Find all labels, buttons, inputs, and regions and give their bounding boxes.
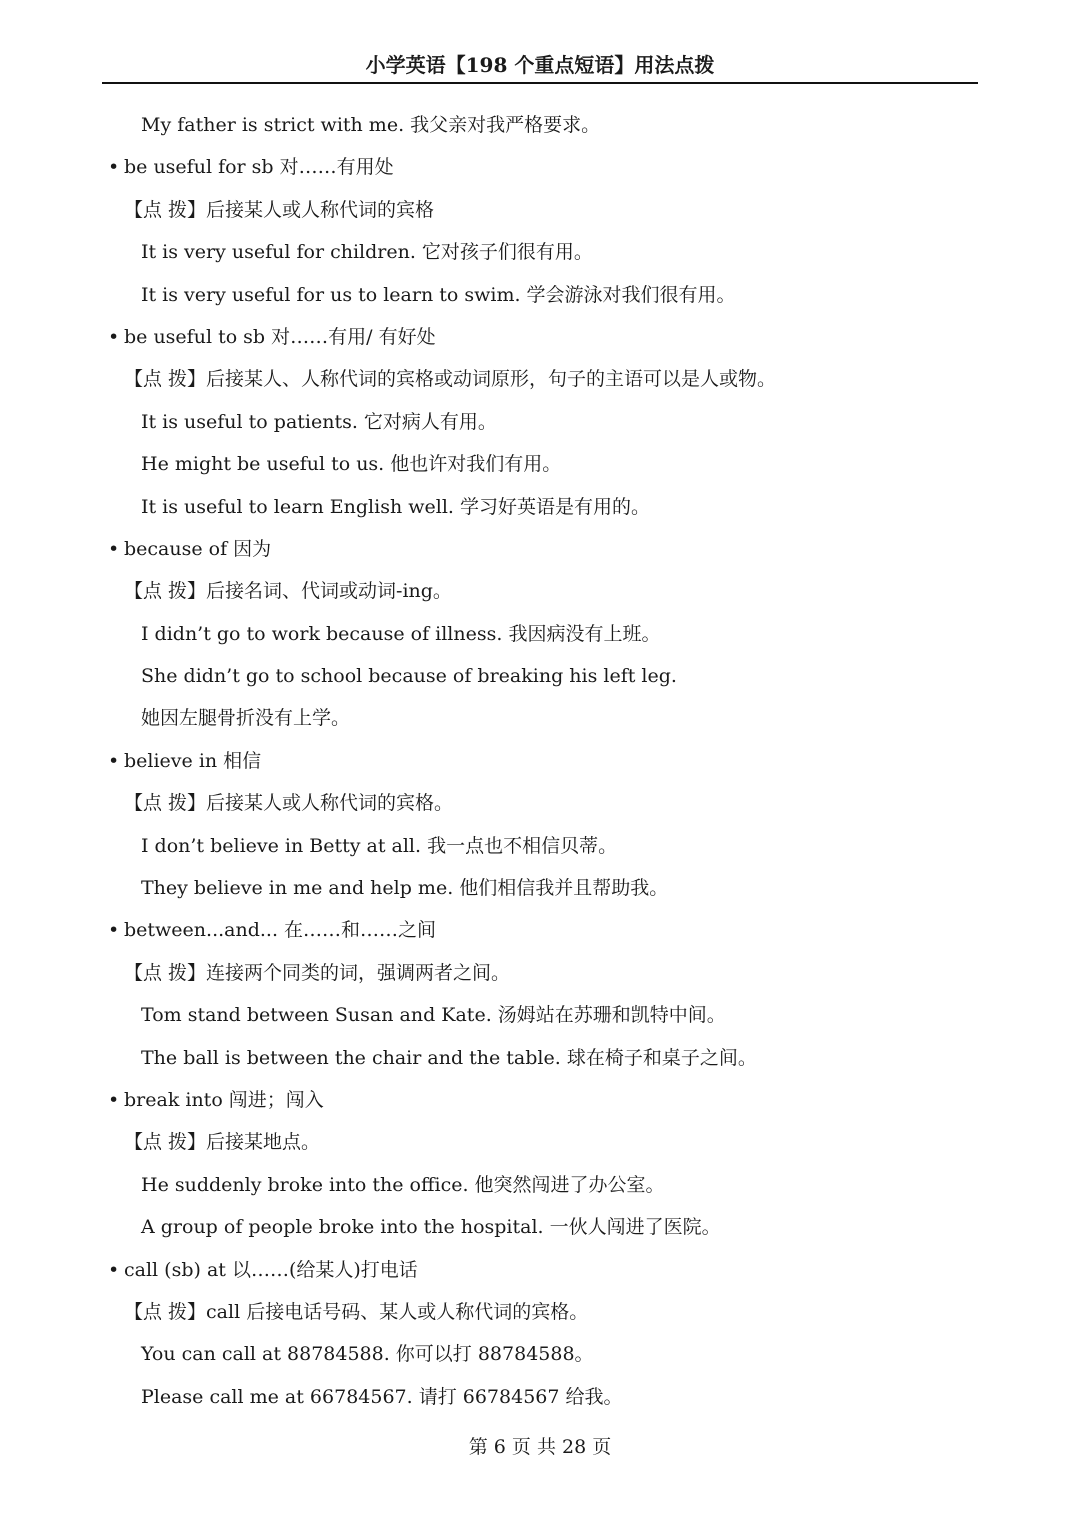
line-text: I don’t believe in Betty at all. 我一点也不相信贝蒂。 (141, 834, 618, 857)
example-sentence (108, 231, 978, 273)
line-text: Please call me at 66784567. 请打 66784567 给我。 (141, 1385, 623, 1408)
line-text: because of 因为 (124, 537, 272, 560)
example-sentence (108, 867, 978, 909)
line-text: You can call at 88784588. 你可以打 88784588。 (141, 1343, 594, 1366)
line-text: He suddenly broke into the office. 他突然闯进了办公室。 (141, 1173, 665, 1196)
usage-tip (108, 1291, 978, 1333)
phrase-entry (108, 316, 978, 358)
line-text: 【点 拨】后接某人或人称代词的宾格。 (124, 792, 454, 815)
line-text: A group of people broke into the hospital. 一伙人闯进了医院。 (141, 1216, 721, 1239)
example-sentence (108, 1206, 978, 1248)
line-text: be useful for sb 对……有用处 (124, 156, 394, 179)
document-body (108, 104, 978, 1418)
phrase-entry (108, 1249, 978, 1291)
example-sentence (108, 486, 978, 528)
line-text: 【点 拨】后接某人、人称代词的宾格或动词原形，句子的主语可以是人或物。 (124, 368, 777, 391)
usage-tip (108, 952, 978, 994)
line-text: He might be useful to us. 他也许对我们有用。 (141, 453, 562, 476)
example-sentence (108, 825, 978, 867)
line-text: It is very useful for children. 它对孩子们很有用。 (141, 241, 593, 264)
line-text: The ball is between the chair and the table. 球在椅子和桌子之间。 (141, 1046, 757, 1069)
phrase-entry (108, 909, 978, 951)
example-sentence (108, 443, 978, 485)
line-text: 【点 拨】后接某人或人称代词的宾格 (124, 198, 435, 221)
line-text: 【点 拨】call 后接电话号码、某人或人称代词的宾格。 (124, 1300, 589, 1323)
line-text: call (sb) at 以……(给某人)打电话 (124, 1258, 418, 1281)
bullet-icon: • (108, 1088, 120, 1111)
usage-tip (108, 358, 978, 400)
usage-tip (108, 782, 978, 824)
line-text: They believe in me and help me. 他们相信我并且帮助我。 (141, 877, 669, 900)
example-sentence (108, 1376, 978, 1418)
example-sentence (108, 274, 978, 316)
line-text: She didn’t go to school because of breaking his left leg. (141, 665, 677, 688)
example-sentence (108, 697, 978, 739)
example-sentence (108, 613, 978, 655)
example-sentence (108, 1164, 978, 1206)
line-text: It is useful to patients. 它对病人有用。 (141, 410, 497, 433)
bullet-icon: • (108, 537, 120, 560)
example-sentence (108, 401, 978, 443)
example-sentence (108, 994, 978, 1036)
bullet-icon: • (108, 749, 120, 772)
line-text: It is useful to learn English well. 学习好英语是有用的。 (141, 495, 650, 518)
line-text: 【点 拨】连接两个同类的词，强调两者之间。 (124, 961, 511, 984)
phrase-entry (108, 1079, 978, 1121)
page-footer (0, 1432, 1080, 1462)
bullet-icon: • (108, 325, 120, 348)
line-text: 【点 拨】后接名词、代词或动词-ing。 (124, 580, 452, 603)
line-text: My father is strict with me. 我父亲对我严格要求。 (141, 114, 601, 136)
example-sentence (108, 655, 978, 697)
line-text: Tom stand between Susan and Kate. 汤姆站在苏珊和凯特中间。 (141, 1004, 726, 1027)
line-text: I didn’t go to work because of illness. 我因病没有上班。 (141, 622, 661, 645)
page-header (102, 48, 978, 84)
phrase-entry (108, 146, 978, 188)
phrase-entry (108, 740, 978, 782)
example-sentence (108, 1037, 978, 1079)
line-text: believe in 相信 (124, 749, 262, 772)
phrase-entry (108, 528, 978, 570)
example-sentence (108, 104, 978, 146)
line-text: It is very useful for us to learn to swim. 学会游泳对我们很有用。 (141, 283, 736, 306)
usage-tip (108, 570, 978, 612)
bullet-icon: • (108, 919, 120, 942)
line-text: 她因左腿骨折没有上学。 (141, 707, 351, 730)
line-text: 【点 拨】后接某地点。 (124, 1131, 321, 1154)
usage-tip (108, 1121, 978, 1163)
bullet-icon: • (108, 1258, 120, 1281)
line-text: be useful to sb 对……有用/ 有好处 (124, 325, 436, 348)
page-title: 小学英语【198 个重点短语】用法点拨 (365, 53, 715, 77)
example-sentence (108, 1333, 978, 1375)
page-number: 第 6 页 共 28 页 (468, 1436, 612, 1458)
usage-tip (108, 189, 978, 231)
bullet-icon: • (108, 156, 120, 179)
line-text: between...and... 在……和……之间 (124, 919, 437, 942)
line-text: break into 闯进；闯入 (124, 1088, 324, 1111)
